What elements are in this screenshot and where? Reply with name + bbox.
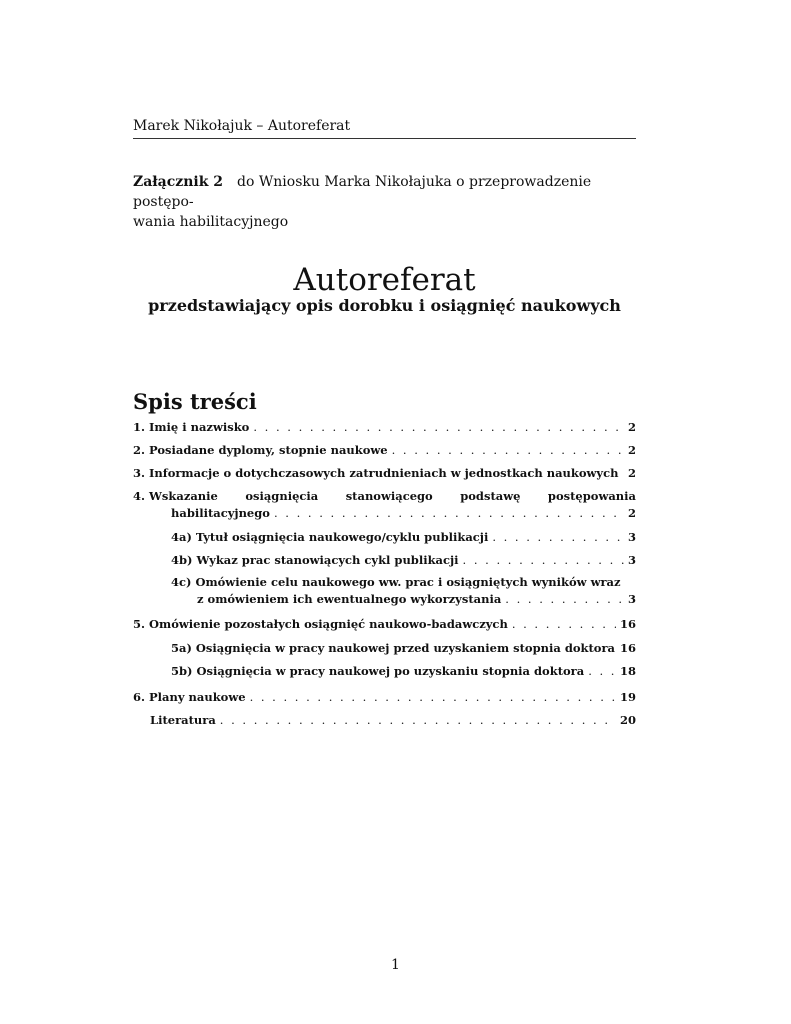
toc-entry-1[interactable] (133, 420, 636, 434)
running-header: Marek Nikołajuk – Autoreferat (133, 118, 636, 139)
toc-entry-5b[interactable] (171, 664, 636, 678)
toc-entry-label: 3. Informacje o dotychczasowych zatrudnieniach w jednostkach naukowych (133, 466, 619, 480)
toc-entry-page: 18 (619, 664, 636, 678)
toc-entry-label-line1: 4c) Omówienie celu naukowego ww. prac i osiągniętych wyników wraz (171, 575, 621, 589)
toc-entry-label: 5a) Osiągnięcia w pracy naukowej przed uzyskaniem stopnia doktora (171, 641, 615, 655)
toc-entry-3[interactable] (133, 466, 636, 480)
annex-text-line1: do Wniosku Marka Nikołajuka o przeprowadzenie postępo- (133, 174, 592, 210)
toc-entry-page: 2 (627, 466, 636, 480)
toc-leader-dots (392, 443, 624, 457)
toc-leader-dots (505, 592, 624, 606)
toc-entry-literatura[interactable] (150, 713, 636, 727)
toc-entry-5[interactable] (133, 617, 636, 631)
toc-entry-page: 16 (619, 617, 636, 631)
toc-entry-label: 5b) Osiągnięcia w pracy naukowej po uzyskaniu stopnia doktora (171, 664, 585, 678)
toc-leader-dots (274, 506, 624, 520)
toc-entry-page: 3 (627, 553, 636, 567)
toc-entry-label: 5. Omówienie pozostałych osiągnięć naukowo-badawczych (133, 617, 508, 631)
toc-entry-label: 6. Plany naukowe (133, 690, 246, 704)
toc-leader-dots (512, 617, 616, 631)
toc-entry-6[interactable] (133, 690, 636, 704)
toc-leader-dots (220, 713, 616, 727)
toc-entry-label: 2. Posiadane dyplomy, stopnie naukowe (133, 443, 388, 457)
toc-entry-page: 19 (619, 690, 636, 704)
toc-entry-5a[interactable] (171, 641, 636, 655)
toc-leader-dots (253, 420, 624, 434)
toc-entry-label-line2: z omówieniem ich ewentualnego wykorzystania . . . 3 (197, 592, 636, 606)
document-title: Autoreferat (293, 262, 476, 298)
toc-entry-label: 1. Imię i nazwisko (133, 420, 250, 434)
toc-entry-page: 2 (627, 506, 636, 520)
toc-leader-dots (588, 664, 616, 678)
toc-entry-page: 16 (619, 641, 636, 655)
document-subtitle: przedstawiający opis dorobku i osiągnięć naukowych (148, 296, 621, 315)
annex-note (133, 172, 636, 232)
toc-leader-dots (492, 530, 624, 544)
toc-entry-page: 2 (627, 420, 636, 434)
toc-entry-label: 4b) Wykaz prac stanowiących cykl publikacji (171, 553, 459, 567)
toc-leader-dots (250, 690, 616, 704)
toc-entry-label: 4a) Tytuł osiągnięcia naukowego/cyklu publikacji (171, 530, 489, 544)
toc-heading: Spis treści (133, 389, 257, 414)
toc-entry-label-line2: habilitacyjnego . . . 2 (171, 506, 636, 520)
toc-entry-page: 20 (619, 713, 636, 727)
toc-entry-label: Literatura (150, 713, 216, 727)
toc-entry-label-line1: 4. Wskazanie osiągnięcia stanowiącego podstawę postępowania (133, 489, 636, 503)
toc-entry-page: 2 (627, 443, 636, 457)
annex-text-line2: wania habilitacyjnego (133, 214, 289, 230)
toc-entry-page: 3 (627, 592, 636, 606)
annex-label: Załącznik 2 (133, 174, 224, 190)
toc-entry-page: 3 (627, 530, 636, 544)
toc-entry-4a[interactable] (171, 530, 636, 544)
toc-entry-4b[interactable] (171, 553, 636, 567)
page-number: 1 (391, 957, 400, 973)
toc-leader-dots (463, 553, 624, 567)
toc-entry-2[interactable] (133, 443, 636, 457)
